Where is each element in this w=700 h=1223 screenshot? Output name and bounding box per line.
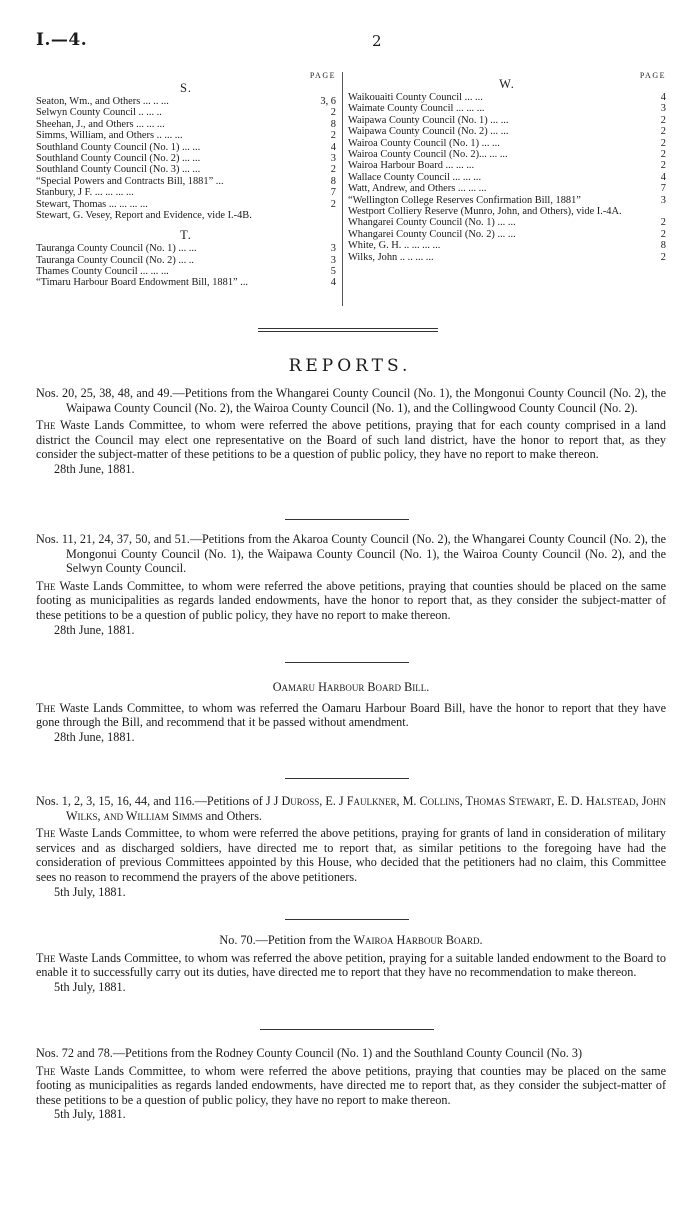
index-entry-page: 2 (660, 114, 666, 126)
index-entry-name: Wairoa County Council (No. 1) ... ... (348, 137, 500, 149)
index-entry-name: Waipawa County Council (No. 2) ... ... (348, 126, 509, 138)
index-entry-page: 2 (660, 251, 666, 263)
index-entry-name: Waikouaiti County Council ... ... (348, 92, 483, 103)
index-entry-page: 3 (330, 254, 336, 266)
index-entry-name: Waimate County Council ... ... ... (348, 103, 485, 115)
reports-title: REPORTS. (288, 356, 412, 376)
index-entry (348, 229, 666, 240)
report-date: 5th July, 1881. (54, 979, 126, 994)
column-divider (342, 72, 343, 306)
divider (285, 778, 409, 779)
index-entry-page: 4 (330, 277, 336, 289)
report-body: The Waste Lands Committee, to whom were referred the above petitions, praying that for each county comprised in a land district the Council may elect one representative on the Board of such land district, have the honor to report that, as they consider the subject-matter of these petitions to be a question of public policy, they have no report to make thereon. (36, 418, 666, 462)
index-entry (348, 252, 666, 263)
index-entry-name: Southland County Council (No. 2) ... ... (36, 152, 201, 164)
report-5 (36, 933, 666, 994)
report-6 (36, 1046, 666, 1122)
index-entry-page: 2 (330, 107, 336, 119)
index-entry (348, 149, 666, 160)
index-letter-w: W. (499, 77, 515, 91)
index-letter-s: S. (179, 81, 193, 95)
index-entry-name: Wairoa County Council (No. 2)... ... ... (348, 148, 508, 160)
divider (285, 519, 409, 520)
report-heading: Nos. 72 and 78.—Petitions from the Rodney County Council (No. 1) and the Southland County Council (No. 3) (36, 1046, 583, 1060)
index-entry-name: Thames County Council ... ... ... (36, 266, 169, 278)
index-entry-page: 2 (660, 126, 666, 138)
index-entry (348, 115, 666, 126)
index-entry (36, 255, 336, 266)
index-entry-name: Stewart, G. Vesey, Report and Evidence, vide I.-4B. (36, 209, 252, 221)
index-entry-name: Stewart, Thomas ... ... ... ... (36, 198, 148, 210)
index-entry-page: 3, 6 (320, 96, 336, 107)
divider (285, 662, 409, 663)
report-date: 28th June, 1881. (54, 461, 135, 476)
index-entry (36, 187, 336, 198)
index-entry (36, 130, 336, 141)
index-entry-page: 2 (660, 137, 666, 149)
index-entry-name: Seaton, Wm., and Others ... .. ... (36, 96, 169, 107)
index-entry (348, 126, 666, 137)
index-entry-page: 3 (660, 103, 666, 115)
index-entry-page: 2 (660, 228, 666, 240)
report-body: The Waste Lands Committee, to whom were referred the above petitions, praying that counties may be placed on the same footing as municipalities as regards landed endowments, have directed me to report that, as they consider the subject-matter of these petitions to be a question of public policy, they have no report to make thereon. (36, 1063, 666, 1107)
index-entry-name: Wilks, John .. .. ... ... (348, 251, 434, 263)
report-3 (36, 680, 666, 744)
report-body: The Waste Lands Committee, to whom was referred the above petition, praying for a suitable landed endowment to the Board to enable it to successfully carry out its duties, have directed me to report that they have no recommendation to make thereon. (36, 950, 666, 980)
index-column-right (348, 70, 666, 263)
report-2 (36, 532, 666, 637)
index-entry-name: Tauranga County Council (No. 1) ... ... (36, 243, 197, 255)
divider (258, 328, 438, 329)
report-4 (36, 794, 666, 899)
index-entry-page: 2 (660, 160, 666, 172)
index-entry-page: 8 (660, 240, 666, 252)
report-body: The Waste Lands Committee, to whom was referred the Oamaru Harbour Board Bill, have the honor to report that they have gone through the Bill, and recommend that it be passed without amendment. (36, 700, 666, 730)
index-entry (348, 92, 666, 103)
report-date: 5th July, 1881. (54, 884, 126, 899)
index-entry-name: “Timaru Harbour Board Endowment Bill, 1881” ... (36, 277, 249, 289)
index-entry (348, 217, 666, 228)
index-entry (348, 183, 666, 194)
report-date: 5th July, 1881. (54, 1107, 126, 1122)
index-entry-name: Westport Colliery Reserve (Munro, John, and Others), vide I.-4A. (348, 205, 622, 217)
index-entry (36, 164, 336, 175)
index-entry (348, 103, 666, 114)
index-entry-name: Whangarei County Council (No. 1) ... ... (348, 217, 516, 229)
index-entry-page: 2 (660, 217, 666, 229)
index-list-s (36, 96, 336, 221)
report-heading: Nos. 20, 25, 38, 48, and 49.—Petitions from the Whangarei County Council (No. 1), the Mongonui County Council (No. 2), the Waipawa County Council (No. 2), the Wairoa County Council (No. 1), and the Collingwood County Council (No. 2). (36, 386, 666, 415)
divider (285, 919, 409, 920)
index-entry-name: Southland County Council (No. 3) ... ... (36, 164, 201, 176)
index-entry-name: Selwyn County Council .. ... .. (36, 107, 162, 119)
index-entry-name: Watt, Andrew, and Others ... ... ... (348, 183, 487, 195)
index-entry (36, 107, 336, 118)
report-heading: Nos. 1, 2, 3, 15, 16, 44, and 116.—Petitions of J J Duross, E. J Faulkner, M. Collins, Thomas Stewart, E. D. Halstead, John Wilks, and William Simms and Others. (36, 794, 666, 823)
index-entry-name: Wairoa Harbour Board ... ... ... (348, 160, 475, 172)
index-entry (348, 138, 666, 149)
index-entry-name: Wallace County Council ... ... ... (348, 171, 482, 183)
index-entry-name: Waipawa County Council (No. 1) ... ... (348, 114, 509, 126)
document-reference: I.—4. (36, 30, 88, 50)
index-entry-name: “Wellington College Reserves Confirmation Bill, 1881” (348, 194, 581, 206)
report-title: Oamaru Harbour Board Bill. (272, 680, 430, 694)
index-entry-page: 2 (330, 198, 336, 210)
index-entry (36, 142, 336, 153)
report-date: 28th June, 1881. (54, 729, 135, 744)
report-heading: Nos. 11, 21, 24, 37, 50, and 51.—Petitions from the Akaroa County Council (No. 2), the Whangarei County Council (No. 2), the Mongonui County Council (No. 1), the Waipawa County Council (No. 1), the Wairoa County Council (No. 2), and the Selwyn County Council. (36, 532, 666, 576)
index-entry (36, 210, 336, 221)
index-entry (348, 160, 666, 171)
index-entry (348, 195, 666, 206)
index-list-t (36, 243, 336, 289)
page-number: 2 (372, 32, 382, 50)
index-entry-name: Simms, William, and Others .. ... ... (36, 130, 183, 142)
divider (258, 331, 438, 332)
index-entry-page: 2 (330, 130, 336, 142)
index-list-w (348, 92, 666, 263)
index-entry (36, 96, 336, 107)
page-header (36, 30, 666, 54)
index-entry-page: 7 (330, 187, 336, 199)
index-letter-t: T. (180, 228, 192, 243)
index-entry-name: Stanbury, J F. ... ... ... ... (36, 187, 134, 199)
index-entry-page: 2 (330, 164, 336, 176)
index-entry-page: 2 (660, 148, 666, 160)
report-heading: No. 70.—Petition from the Wairoa Harbour Board. (219, 933, 483, 947)
index-column-left (36, 70, 336, 289)
index-entry (36, 266, 336, 277)
index-entry-page: 8 (330, 118, 336, 130)
report-body: The Waste Lands Committee, to whom were referred the above petitions, praying that counties should be placed on the same footing as municipalities as regards landed endowments, have the honor to report that, as they consider the subject-matter of these petitions to be a question of public policy, they have no report to make thereon. (36, 578, 666, 622)
index-entry (36, 199, 336, 210)
index-entry-page: 8 (330, 175, 336, 187)
index-entry-name: Tauranga County Council (No. 2) ... .. (36, 254, 194, 266)
index-entry-page: 4 (330, 141, 336, 153)
report-date: 28th June, 1881. (54, 622, 135, 637)
divider (260, 1029, 434, 1030)
index-entry (348, 172, 666, 183)
index-entry-name: Whangarei County Council (No. 2) ... ... (348, 228, 516, 240)
index-entry (348, 206, 666, 217)
index-entry (36, 277, 336, 288)
index-entry (36, 153, 336, 164)
index-entry-page: 3 (330, 152, 336, 164)
index-entry-page: 4 (660, 92, 666, 103)
index-entry-page: 3 (330, 243, 336, 255)
index-entry-page: 5 (330, 266, 336, 278)
index-section (36, 70, 666, 320)
page-column-label: PAGE (639, 71, 666, 80)
index-entry-name: Southland County Council (No. 1) ... ... (36, 141, 201, 153)
index-entry-page: 3 (660, 194, 666, 206)
index-entry (348, 240, 666, 251)
index-entry-name: “Special Powers and Contracts Bill, 1881” ... (36, 175, 224, 187)
index-entry-page: 7 (660, 183, 666, 195)
index-entry-page: 4 (660, 171, 666, 183)
index-entry-name: Sheehan, J., and Others ... ... ... (36, 118, 165, 130)
report-1 (36, 386, 666, 477)
report-body: The Waste Lands Committee, to whom were referred the above petitions, praying for grants of land in consideration of military services and as discharged soldiers, have directed me to report that, as similar petitions to the foregoing have had the consideration of previous Committees appointed by this House, who decided that the petitioners had no claim, this Committee sees no reason to recommend the prayers of the above petitioners. (36, 826, 666, 884)
index-entry (36, 176, 336, 187)
index-entry-name: White, G. H. .. ... ... ... (348, 240, 441, 252)
index-entry (36, 243, 336, 254)
page-column-label: PAGE (309, 71, 336, 80)
index-entry (36, 119, 336, 130)
